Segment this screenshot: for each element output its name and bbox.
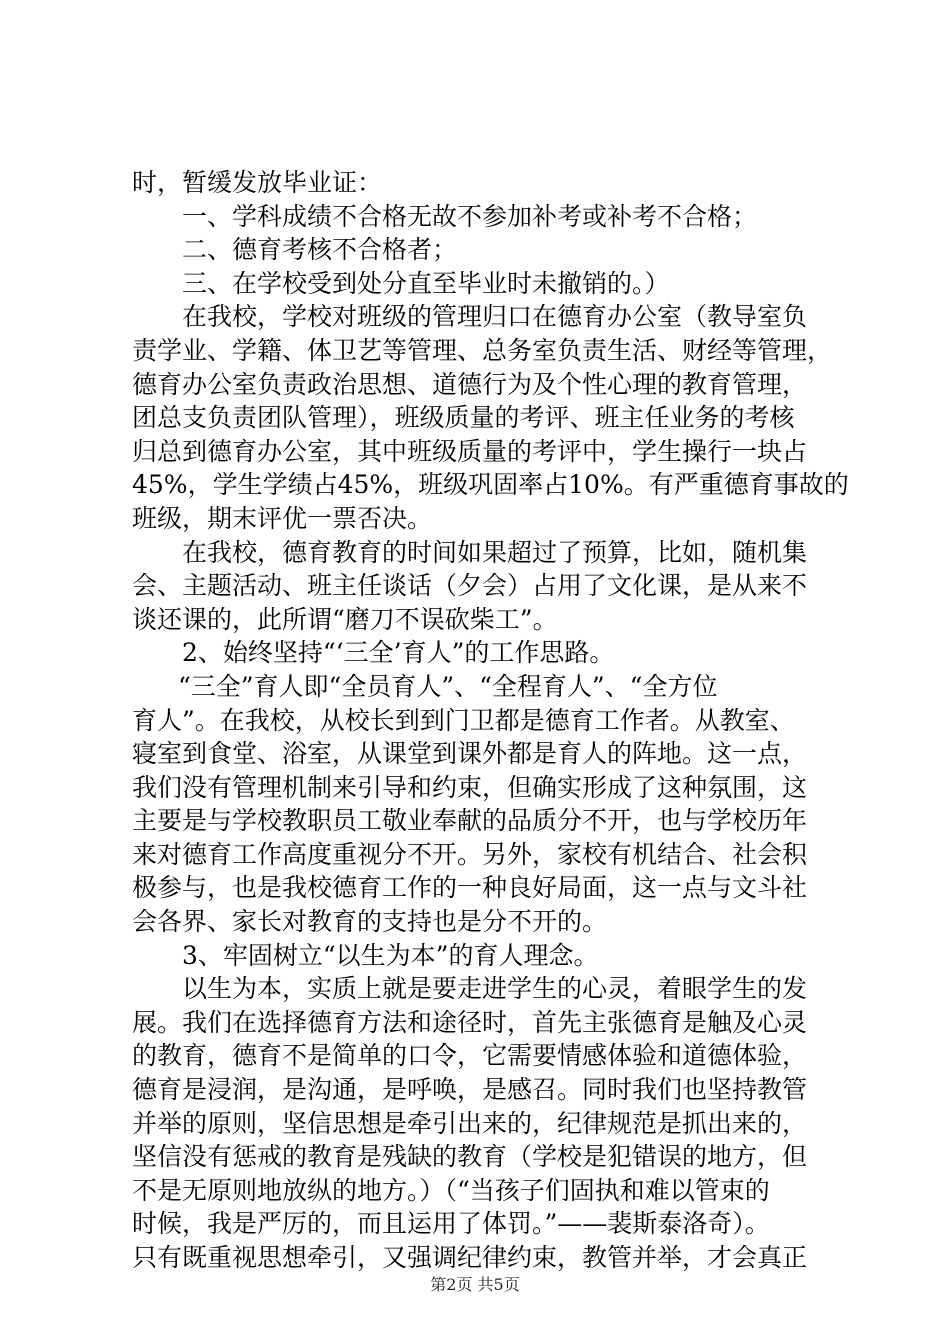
- document-body: [132, 166, 849, 1275]
- text-line: 极参与，也是我校德育工作的一种良好局面，这一点与文斗社: [132, 873, 808, 903]
- paragraph-start: 在我校，学校对班级的管理归口在德育办公室（教导室负: [182, 302, 808, 332]
- text-line: 的教育，德育不是简单的口令，它需要情感体验和道德体验，: [132, 1041, 808, 1071]
- text-line: 坚信没有惩戒的教育是残缺的教育（学校是犯错误的地方，但: [132, 1142, 808, 1172]
- paragraph-start: 以生为本，实质上就是要走进学生的心灵，着眼学生的发: [182, 974, 808, 1004]
- text-line: 育人”。在我校，从校长到到门卫都是德育工作者。从教室、: [132, 705, 795, 735]
- text-line: 归总到德育办公室，其中班级质量的考评中，学生操行一块占: [132, 436, 808, 466]
- section-heading: 3、牢固树立“以生为本”的育人理念。: [182, 940, 599, 970]
- text-line: 时，暂缓发放毕业证：: [132, 168, 383, 197]
- text-line: 班级，期末评优一票否决。: [132, 503, 433, 533]
- text-line: 主要是与学校教职员工敬业奉献的品质分不开，也与学校历年: [132, 806, 808, 836]
- text-line: 来对德育工作高度重视分不开。另外，家校有机结合、社会积: [132, 839, 808, 869]
- text-line: 团总支负责团队管理），班级质量的考评、班主任业务的考核: [132, 403, 795, 433]
- paragraph-start: 在我校，德育教育的时间如果超过了预算，比如，随机集: [182, 537, 808, 567]
- text-line: 寝室到食堂、浴室，从课堂到课外都是育人的阵地。这一点，: [132, 739, 808, 769]
- text-line: 德育办公室负责政治思想、道德行为及个性心理的教育管理，: [132, 369, 808, 399]
- paragraph-start: “三全”育人即“全员育人”、“全程育人”、“全方位: [178, 671, 718, 701]
- text-line: 时候，我是严厉的，而且运用了体罚。”——裴斯泰洛奇）。: [132, 1209, 770, 1239]
- text-line: 谈还课的，此所谓“磨刀不误砍柴工”。: [132, 604, 558, 634]
- text-line: 德育是浸润，是沟通，是呼唤，是感召。同时我们也坚持教管: [132, 1075, 808, 1105]
- list-item: 二、德育考核不合格者；: [182, 235, 458, 265]
- text-line: 45%，学生学绩占45%，班级巩固率占10%。有严重德育事故的: [132, 470, 849, 500]
- text-line: 展。我们在选择德育方法和途径时，首先主张德育是触及心灵: [132, 1007, 808, 1037]
- list-item: 一、学科成绩不合格无故不参加补考或补考不合格；: [182, 201, 758, 231]
- list-item: 三、在学校受到处分直至毕业时未撤销的。）: [182, 268, 670, 298]
- page-number-footer: 第2页 共5页: [430, 1275, 520, 1294]
- section-heading: 2、始终坚持“‘三全’育人”的工作思路。: [182, 638, 615, 668]
- text-line: 不是无原则地放纵的地方。）（“当孩子们固执和难以管束的: [132, 1175, 770, 1205]
- text-line: 只有既重视思想牵引，又强调纪律约束，教管并举，才会真正: [132, 1243, 808, 1272]
- text-line: 会各界、家长对教育的支持也是分不开的。: [132, 907, 608, 937]
- text-line: 责学业、学籍、体卫艺等管理、总务室负责生活、财经等管理，: [132, 335, 833, 365]
- text-line: 并举的原则，坚信思想是牵引出来的，纪律规范是抓出来的，: [132, 1108, 808, 1138]
- text-line: 我们没有管理机制来引导和约束，但确实形成了这种氛围，这: [132, 772, 808, 802]
- text-line: 会、主题活动、班主任谈话（夕会）占用了文化课，是从来不: [132, 571, 808, 601]
